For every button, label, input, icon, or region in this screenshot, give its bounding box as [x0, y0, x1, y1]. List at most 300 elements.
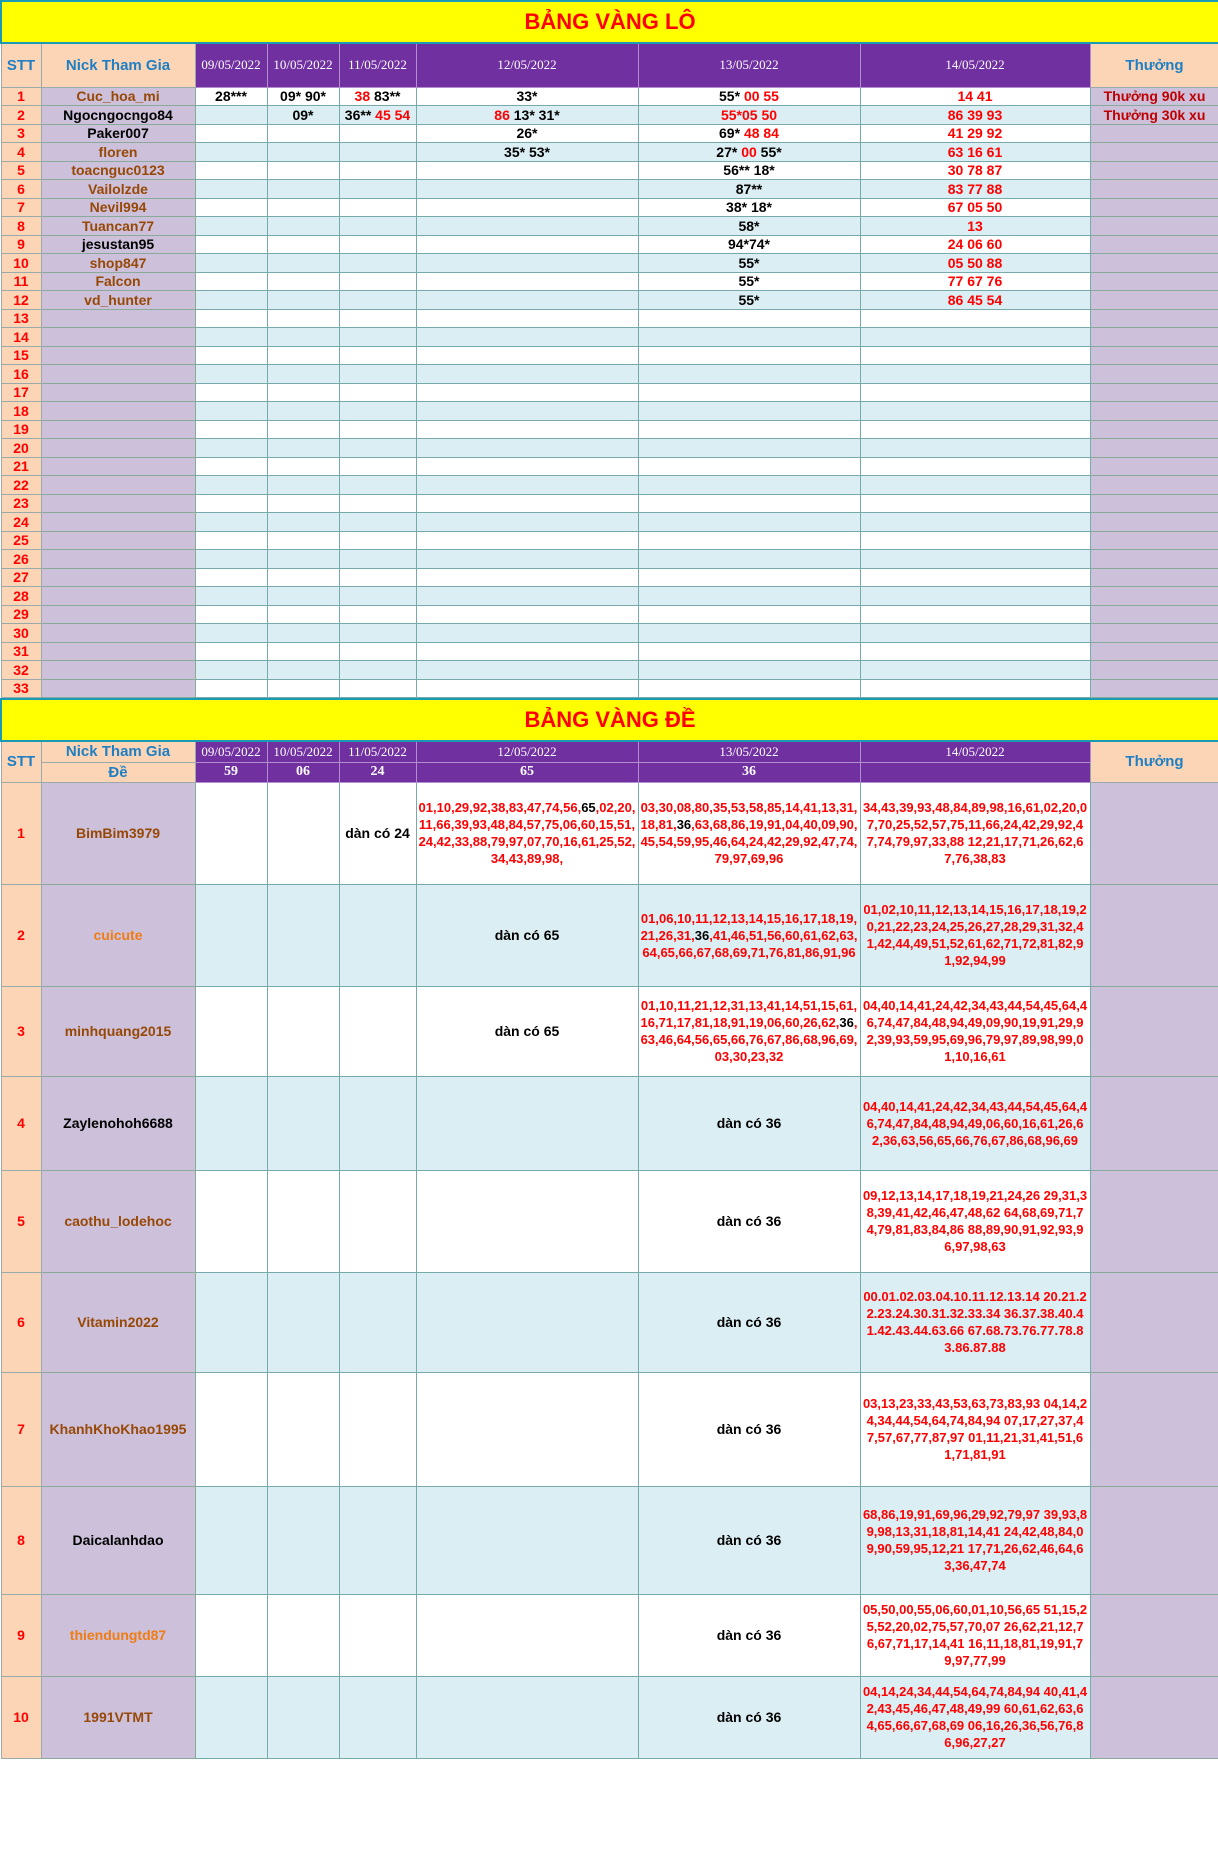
pick-cell [195, 383, 267, 402]
pick-number-text: 00.01.02.03.04.10.11.12.13.14 20.21.22.23.24.30.31.32.33.34 36.37.38.40.41.42.43.44.63.66 67.68.73.76.77.78.83.86.87.88 [863, 1289, 1087, 1355]
row-stt: 1 [1, 782, 41, 884]
pick-cell [416, 587, 638, 606]
pick-cell [860, 198, 1090, 217]
row-reward [1090, 513, 1218, 532]
pick-cell [416, 884, 638, 986]
pick-cell [860, 642, 1090, 661]
row-reward [1090, 272, 1218, 291]
pick-cell [195, 309, 267, 328]
pick-number-text: 03,13,23,33,43,53,63,73,83,93 04,14,24,34,44,54,64,74,84,94 07,17,27,37,47,57,67,77,87,97 01,11,21,31,41,51,61,71,81,91 [862, 1396, 1088, 1462]
pick-cell [860, 87, 1090, 106]
row-nick: jesustan95 [41, 235, 195, 254]
pick-cell [416, 1076, 638, 1170]
pick-cell [860, 884, 1090, 986]
row-stt: 24 [1, 513, 41, 532]
pick-number-text: 67 05 50 [947, 199, 1003, 216]
row-stt: 28 [1, 587, 41, 606]
pick-cell [267, 531, 339, 550]
pick-number-text: 27* [716, 143, 742, 160]
pick-number-text: 04,40,14,41,24,42,34,43,44,54,45,64,46,74,47,84,48,94,49,06,60,16,61,26,62,36,63,56,65,66,76,67,86,68,96,69 [862, 1098, 1088, 1148]
pick-cell [267, 328, 339, 347]
row-nick [41, 661, 195, 680]
pick-number-text: 26* [516, 125, 538, 142]
row-stt: 5 [1, 161, 41, 180]
pick-number-text: 55* [738, 254, 760, 271]
pick-number-text: dàn có 65 [494, 927, 560, 943]
pick-cell [195, 986, 267, 1076]
pick-number-text: 01,10,11,21,12,31,13,41,14,51,15,61,16,71,17,81,18,91,19,06,60,26,62, [640, 998, 858, 1030]
pick-cell [860, 161, 1090, 180]
row-nick [41, 309, 195, 328]
pick-cell [195, 550, 267, 569]
pick-cell [267, 587, 339, 606]
pick-cell [195, 124, 267, 143]
pick-cell [638, 642, 860, 661]
row-nick [41, 513, 195, 532]
pick-cell [416, 217, 638, 236]
pick-cell [267, 439, 339, 458]
pick-cell [339, 439, 416, 458]
pick-cell [339, 587, 416, 606]
pick-cell [638, 439, 860, 458]
pick-cell [638, 272, 860, 291]
row-stt: 32 [1, 661, 41, 680]
pick-cell [339, 124, 416, 143]
pick-cell [638, 328, 860, 347]
pick-number-text: 36 [694, 927, 710, 943]
row-reward: Thưởng 90k xu [1090, 87, 1218, 106]
pick-cell [416, 679, 638, 698]
row-nick [41, 531, 195, 550]
pick-cell [860, 1594, 1090, 1676]
row-stt: 3 [1, 986, 41, 1076]
pick-cell [195, 402, 267, 421]
pick-number-text: 65 [581, 800, 596, 815]
pick-cell [339, 457, 416, 476]
table-row [1, 198, 1218, 217]
pick-number-text: 05 50 88 [947, 254, 1003, 271]
row-reward [1090, 986, 1218, 1076]
pick-cell [195, 439, 267, 458]
pick-number-text: 05,50,00,55,06,60,01,10,56,65 51,15,25,52,20,02,75,57,70,07 26,62,21,12,76,67,71,17,14,41 16,11,18,81,19,91,79,97,77,99 [862, 1602, 1088, 1668]
pick-cell [339, 402, 416, 421]
pick-cell [638, 309, 860, 328]
row-stt: 7 [1, 1372, 41, 1486]
pick-number-text: 48 84 [743, 125, 779, 142]
table-row [1, 1272, 1218, 1372]
pick-number-text: 28*** [215, 88, 247, 105]
pick-cell [195, 1076, 267, 1170]
pick-number-text: 77 67 76 [947, 273, 1003, 290]
pick-cell [195, 217, 267, 236]
row-reward [1090, 309, 1218, 328]
row-reward [1090, 531, 1218, 550]
row-stt: 5 [1, 1170, 41, 1272]
pick-cell [267, 402, 339, 421]
pick-cell [339, 161, 416, 180]
pick-cell [267, 1486, 339, 1594]
pick-cell [860, 661, 1090, 680]
pick-number-text: 01,06,10,11,12,13,14,15,16,17,18,19,21,26,31, [640, 910, 858, 943]
pick-number-text: ,41,46,51,56,60,61,62,63,64,65,66,67,68,69,71,76,81,86,91,96 [642, 927, 858, 960]
row-stt: 9 [1, 1594, 41, 1676]
pick-cell [267, 513, 339, 532]
pick-cell [267, 291, 339, 310]
row-stt: 17 [1, 383, 41, 402]
pick-number-text: 24 06 60 [947, 236, 1003, 253]
pick-cell [638, 420, 860, 439]
pick-cell [860, 587, 1090, 606]
pick-cell [339, 328, 416, 347]
pick-number-text: 00 55 [743, 88, 779, 105]
pick-cell [339, 198, 416, 217]
pick-cell [860, 531, 1090, 550]
de-header-row [1, 741, 1218, 762]
pick-cell [195, 884, 267, 986]
pick-cell [638, 1594, 860, 1676]
pick-cell [416, 513, 638, 532]
pick-cell [638, 513, 860, 532]
row-reward [1090, 661, 1218, 680]
row-nick: 1991VTMT [41, 1676, 195, 1758]
row-nick [41, 457, 195, 476]
pick-cell [339, 1272, 416, 1372]
pick-cell [267, 143, 339, 162]
row-stt: 6 [1, 1272, 41, 1372]
pick-cell [339, 309, 416, 328]
pick-cell [339, 624, 416, 643]
pick-cell [638, 1372, 860, 1486]
pick-cell [339, 383, 416, 402]
pick-cell [416, 365, 638, 384]
pick-cell [195, 180, 267, 199]
pick-number-text: 94*74* [727, 236, 771, 253]
pick-cell [267, 198, 339, 217]
pick-cell [860, 1170, 1090, 1272]
pick-cell [195, 254, 267, 273]
pick-cell [267, 1594, 339, 1676]
de-title: BẢNG VÀNG ĐỀ [1, 699, 1218, 741]
pick-cell [195, 420, 267, 439]
pick-cell [339, 346, 416, 365]
table-row [1, 217, 1218, 236]
pick-cell [860, 383, 1090, 402]
pick-cell [860, 782, 1090, 884]
table-row [1, 782, 1218, 884]
row-reward [1090, 346, 1218, 365]
row-stt: 1 [1, 87, 41, 106]
pick-cell [416, 235, 638, 254]
pick-cell [339, 605, 416, 624]
pick-cell [267, 87, 339, 106]
pick-cell [638, 624, 860, 643]
pick-cell [339, 1594, 416, 1676]
pick-cell [416, 161, 638, 180]
row-reward [1090, 1076, 1218, 1170]
row-reward [1090, 365, 1218, 384]
pick-cell [339, 550, 416, 569]
row-reward [1090, 198, 1218, 217]
row-stt: 21 [1, 457, 41, 476]
pick-number-text: dàn có 36 [716, 1314, 782, 1330]
de-result-value [860, 762, 1090, 782]
pick-number-text: 86 39 93 [947, 106, 1003, 123]
pick-cell [339, 782, 416, 884]
pick-number-text: 36** [344, 106, 376, 123]
pick-cell [416, 402, 638, 421]
table-row [1, 531, 1218, 550]
pick-cell [339, 679, 416, 698]
row-nick: vd_hunter [41, 291, 195, 310]
table-row [1, 235, 1218, 254]
pick-cell [267, 679, 339, 698]
pick-cell [638, 550, 860, 569]
row-nick [41, 642, 195, 661]
pick-cell [267, 476, 339, 495]
pick-cell [195, 568, 267, 587]
table-row [1, 402, 1218, 421]
row-stt: 33 [1, 679, 41, 698]
row-reward: Thưởng 30k xu [1090, 106, 1218, 125]
pick-cell [267, 124, 339, 143]
pick-cell [638, 782, 860, 884]
table-row [1, 1170, 1218, 1272]
table-row [1, 161, 1218, 180]
pick-cell [860, 217, 1090, 236]
row-stt: 12 [1, 291, 41, 310]
pick-cell [339, 1676, 416, 1758]
pick-cell [267, 346, 339, 365]
pick-number-text: 83** [374, 88, 401, 105]
row-nick [41, 420, 195, 439]
table-row [1, 124, 1218, 143]
row-reward [1090, 1486, 1218, 1594]
pick-cell [860, 476, 1090, 495]
pick-cell [339, 254, 416, 273]
pick-cell [339, 272, 416, 291]
row-nick: thiendungtd87 [41, 1594, 195, 1676]
pick-cell [638, 1170, 860, 1272]
de-header-stt: STT [1, 741, 41, 782]
pick-cell [195, 605, 267, 624]
pick-cell [195, 531, 267, 550]
pick-cell [339, 235, 416, 254]
pick-number-text: 33* [516, 88, 538, 105]
table-row [1, 457, 1218, 476]
pick-number-text: 55* [719, 88, 744, 105]
table-row [1, 624, 1218, 643]
lo-header-date: 09/05/2022 [195, 43, 267, 87]
table-row [1, 346, 1218, 365]
row-stt: 23 [1, 494, 41, 513]
pick-cell [416, 198, 638, 217]
pick-cell [638, 587, 860, 606]
pick-cell [638, 476, 860, 495]
pick-number-text: 83 77 88 [947, 180, 1003, 197]
pick-cell [638, 124, 860, 143]
pick-cell [638, 254, 860, 273]
pick-cell [638, 87, 860, 106]
pick-number-text: 35* 53* [504, 143, 550, 160]
row-stt: 10 [1, 1676, 41, 1758]
pick-number-text: 04,40,14,41,24,42,34,43,44,54,45,64,46,74,47,84,48,94,49,09,90,19,91,29,92,39,93,59,95,69,96,79,97,89,98,99,01,10,16,61 [862, 998, 1088, 1064]
row-nick: Cuc_hoa_mi [41, 87, 195, 106]
pick-cell [638, 1676, 860, 1758]
pick-cell [860, 986, 1090, 1076]
pick-cell [638, 605, 860, 624]
pick-cell [638, 217, 860, 236]
pick-cell [195, 291, 267, 310]
pick-cell [267, 457, 339, 476]
de-header-thuong: Thưởng [1090, 741, 1218, 782]
pick-cell [339, 531, 416, 550]
pick-number-text: dàn có 65 [494, 1023, 560, 1039]
pick-cell [339, 365, 416, 384]
row-reward [1090, 568, 1218, 587]
pick-cell [267, 782, 339, 884]
row-reward [1090, 457, 1218, 476]
table-row [1, 476, 1218, 495]
row-nick [41, 550, 195, 569]
row-reward [1090, 402, 1218, 421]
pick-cell [860, 624, 1090, 643]
pick-cell [267, 254, 339, 273]
pick-cell [195, 87, 267, 106]
pick-cell [416, 494, 638, 513]
lo-header-date: 12/05/2022 [416, 43, 638, 87]
pick-cell [416, 1594, 638, 1676]
pick-cell [195, 198, 267, 217]
pick-cell [267, 383, 339, 402]
table-row [1, 439, 1218, 458]
pick-number-text: 03,30,08,80,35,53,58,85,14,41,13,31,18,81, [640, 800, 858, 832]
pick-cell [195, 457, 267, 476]
row-stt: 3 [1, 124, 41, 143]
row-nick [41, 476, 195, 495]
row-nick: toacnguc0123 [41, 161, 195, 180]
pick-cell [416, 550, 638, 569]
pick-number-text: 04,14,24,34,44,54,64,74,84,94 40,41,42,43,45,46,47,48,49,99 60,61,62,63,64,65,66,67,68,69 06,16,26,36,56,76,86,96,27,27 [862, 1684, 1088, 1750]
pick-cell [860, 1486, 1090, 1594]
pick-cell [195, 272, 267, 291]
table-row [1, 550, 1218, 569]
pick-cell [860, 420, 1090, 439]
pick-number-text: 45 54 [375, 106, 411, 123]
pick-number-text: dàn có 36 [716, 1532, 782, 1548]
pick-number-text: 01,10,29,92,38,83,47,74,56, [418, 800, 582, 815]
table-row [1, 1372, 1218, 1486]
pick-cell [195, 106, 267, 125]
pick-cell [339, 494, 416, 513]
row-stt: 13 [1, 309, 41, 328]
de-result-value: 36 [638, 762, 860, 782]
pick-cell [416, 87, 638, 106]
pick-cell [416, 782, 638, 884]
pick-cell [860, 1372, 1090, 1486]
pick-cell [195, 1272, 267, 1372]
row-nick [41, 587, 195, 606]
table-row [1, 1486, 1218, 1594]
pick-cell [416, 180, 638, 199]
pick-cell [195, 661, 267, 680]
lo-header-date: 13/05/2022 [638, 43, 860, 87]
pick-cell [416, 1170, 638, 1272]
pick-cell [860, 1272, 1090, 1372]
pick-cell [860, 494, 1090, 513]
pick-cell [638, 291, 860, 310]
de-header-date: 12/05/2022 [416, 741, 638, 762]
pick-number-text: 36 [839, 1015, 854, 1030]
row-nick: minhquang2015 [41, 986, 195, 1076]
pick-cell [416, 309, 638, 328]
pick-cell [339, 1486, 416, 1594]
table-row [1, 587, 1218, 606]
pick-number-text: 09* 90* [280, 88, 326, 105]
table-row [1, 513, 1218, 532]
row-nick [41, 494, 195, 513]
de-header-date: 13/05/2022 [638, 741, 860, 762]
pick-number-text: ,63,46,64,56,65,66,76,67,86,68,96,69,03,30,23,32 [640, 1015, 858, 1064]
pick-cell [267, 550, 339, 569]
pick-cell [339, 1170, 416, 1272]
pick-number-text: 86 45 54 [947, 291, 1003, 308]
pick-cell [860, 254, 1090, 273]
pick-cell [339, 180, 416, 199]
pick-cell [638, 402, 860, 421]
pick-cell [267, 217, 339, 236]
pick-cell [195, 679, 267, 698]
pick-cell [860, 1676, 1090, 1758]
pick-cell [195, 328, 267, 347]
table-row [1, 661, 1218, 680]
row-stt: 6 [1, 180, 41, 199]
table-row [1, 365, 1218, 384]
lo-header-nick: Nick Tham Gia [41, 43, 195, 87]
pick-cell [416, 1372, 638, 1486]
pick-number-text: 41 29 92 [947, 125, 1003, 142]
row-stt: 4 [1, 143, 41, 162]
lo-header-stt: STT [1, 43, 41, 87]
table-row [1, 605, 1218, 624]
pick-number-text: dàn có 36 [716, 1709, 782, 1725]
row-reward [1090, 291, 1218, 310]
pick-cell [860, 1076, 1090, 1170]
pick-cell [416, 476, 638, 495]
pick-cell [638, 235, 860, 254]
pick-cell [267, 1170, 339, 1272]
table-row [1, 254, 1218, 273]
pick-number-text: 14 41 [957, 88, 993, 105]
pick-cell [860, 402, 1090, 421]
pick-number-text: 13 [967, 217, 983, 234]
pick-cell [339, 291, 416, 310]
de-header-nick: Nick Tham Gia [41, 741, 195, 762]
pick-cell [267, 568, 339, 587]
pick-cell [267, 180, 339, 199]
pick-number-text: 68,86,19,91,69,96,29,92,79,97 39,93,89,98,13,31,18,81,14,41 24,42,48,84,09,90,59,95,12,21 17,71,26,62,46,64,63,36,47,74 [862, 1507, 1088, 1573]
row-stt: 9 [1, 235, 41, 254]
pick-cell [339, 1372, 416, 1486]
row-nick [41, 439, 195, 458]
row-reward [1090, 605, 1218, 624]
pick-number-text: dàn có 24 [345, 825, 410, 841]
row-stt: 8 [1, 1486, 41, 1594]
row-stt: 2 [1, 106, 41, 125]
row-reward [1090, 235, 1218, 254]
row-stt: 14 [1, 328, 41, 347]
lo-header-thuong: Thưởng [1090, 43, 1218, 87]
de-header-date: 10/05/2022 [267, 741, 339, 762]
